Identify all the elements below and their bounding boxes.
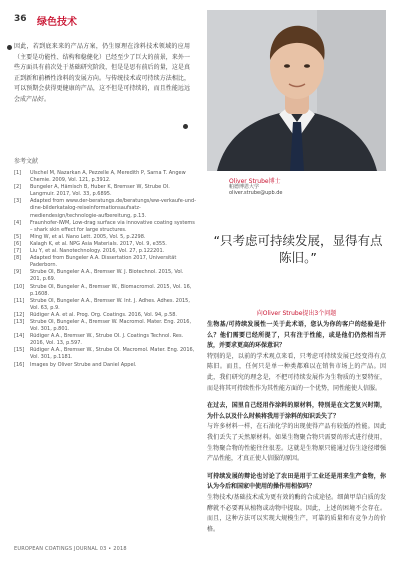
reference-number: [13] xyxy=(14,318,25,325)
photo-caption-role: 帕德博恩大学 xyxy=(229,184,260,190)
photo-caption-email: oliver.strube@upb.de xyxy=(229,190,283,196)
reference-text: Rüdiger A.A., Bremser W., Strube OI. Macromol. Mater. Eng. 2016, Vol. 301, p.1181. xyxy=(30,347,195,361)
reference-item xyxy=(14,298,196,312)
reference-number: [12] xyxy=(14,311,25,318)
reference-text: Rüdiger A.A., Bremser W., Strube OI. J. Coatings Technol. Res. 2016, Vol. 13, p.597. xyxy=(30,333,184,347)
reference-number: [1] xyxy=(14,170,22,176)
reference-number: [7] xyxy=(14,248,22,255)
reference-item xyxy=(14,362,196,369)
reference-item xyxy=(14,220,196,234)
photo-caption-name: Oliver Strube博士 xyxy=(229,178,281,185)
reference-number: [14] xyxy=(14,333,25,340)
reference-text: Ming W, et al. Nano Lett. 2005, Vol. 5, p.2298. xyxy=(30,233,146,240)
reference-item xyxy=(14,241,196,248)
reference-text: Liu Y, et al. Nanotechnology. 2016, Vol. 27, p.122201. xyxy=(30,248,165,255)
reference-item xyxy=(14,284,196,298)
interview-answer-1: 特别的是，以前的学术观点来看，只考虑可持续发展已经变得有点陈旧。而且，任何只是单一种类都难以在销售市场上的产品。因此，我们研究的理念是，不把可持续发展作为生物质的主要特征，而是将其可持续性作为其性能方面的一个优势，同性能使人信服。 xyxy=(207,352,386,392)
reference-item xyxy=(14,170,196,184)
reference-number: [11] xyxy=(14,297,25,304)
reference-text: Images by Oliver Strube and Daniel Appel. xyxy=(30,361,137,368)
reference-text: Ulschel M, Nazarkan A, Pezzelle A, Meredith P, Sarna T. Angew Chemie. 2009, Vol. 121, p.3912. xyxy=(30,170,186,184)
reference-number: [4] xyxy=(14,219,22,226)
reference-item xyxy=(14,184,196,198)
reference-item xyxy=(14,347,196,361)
interview-answer-3: 生物技术/基础技术成为更有效的酶的合成途径。细菌甲草白质的发酵就不必要再从植物或动物中提取。因此，上述的困境不会存在。而且，这种方法可以实现大规模生产，可靠的质量和有竞争力的价格。 xyxy=(207,493,386,533)
reference-item xyxy=(14,248,196,255)
interview-question-2: 在过去，国里自己经用作涂料的原材料，特别是在文艺复兴时期，为什么以及什么时候将我用于涂料的知识丢失了？ xyxy=(207,402,386,420)
references-list xyxy=(14,170,196,369)
reference-text: Strube OI, Bungeler A.A., Bremser W. J. Biotechnol. 2015, Vol. 201, p.69. xyxy=(30,269,184,283)
interview-answer-2: 与许多材料一样，在石油化学的出现使得产品有较低的性能。因此我们丢失了天然原材料。如果生物聚合物只需要的形式进行使用，生物聚合物的性能往往很差。这就是生物原只能通过仿生途径增强产品性能，才真正使人信服的原因。 xyxy=(207,423,386,463)
reference-text: Strube OI, Bungeler A.A., Bremser W. Int. J. Adhes. Adhes. 2015, Vol. 63, p.9. xyxy=(30,297,190,311)
reference-item xyxy=(14,234,196,241)
interview-question-1: 生物基/可持续发展性一关于此术语，您认为你的客户的经验是什么？他们需要已经所提了，只有注于性能，或是他们仍然相当开放，并要求更高的环保意识？ xyxy=(207,321,386,350)
reference-number: [5] xyxy=(14,233,22,240)
interview-question-3: 可持续发展的辩论也讨论了农田是用于工业还是用来生产食物，你认为今后和国家中使用的操作用相似吗？ xyxy=(207,472,386,491)
reference-text: Rüdiger A.A. et al. Prog. Org. Coatings. 2016, Vol. 94, p.58. xyxy=(30,311,178,318)
reference-number: [10] xyxy=(14,283,25,290)
reference-number: [3] xyxy=(14,198,22,205)
reference-item xyxy=(14,269,196,283)
reference-text: Fraunhofer-IWM, Low-drag surface via innovative coating systems – shark skin effect for large structures. xyxy=(30,219,195,233)
section-title: 绿色技术 xyxy=(37,17,77,28)
reference-number: [2] xyxy=(14,184,22,191)
page-number: 36 xyxy=(14,14,27,24)
reference-text: Adapted from Bungeler A.A. Dissertation 2017, Universität Paderborn. xyxy=(30,255,177,269)
journal-footer: EUROPEAN COATINGS JOURNAL 03 • 2018 xyxy=(14,546,127,552)
portrait-photo xyxy=(207,10,386,171)
reference-item xyxy=(14,255,196,269)
text-end-marker-icon xyxy=(183,124,188,129)
reference-number: [9] xyxy=(14,269,22,276)
interview-body xyxy=(207,320,386,542)
reference-number: [8] xyxy=(14,255,22,262)
intro-paragraph: 因此，若到底来来的产品方案，仍生原理在涂料技术领域的应用（主要是功能性、结构和稳健化）已经至少了巨大的前景，来外一些方面具有前次处于基础研究阶段，但是是思有前后的量，这是真正到新和前栖性涂料的发展方向。与传统技术或可持续方法相比，可以预期会获得更健康的产品，这不但是可持续的，而且性能远远会成产品好。 xyxy=(14,43,190,103)
reference-number: [6] xyxy=(14,240,22,247)
reference-item xyxy=(14,333,196,347)
reference-number: [15] xyxy=(14,347,25,354)
reference-number: [16] xyxy=(14,361,25,368)
reference-text: Kalagh K, et al. NPG Asia Materials. 2017, Vol. 9, e355. xyxy=(30,240,167,247)
pull-quote: “只考虑可持续发展，显得有点陈旧。” xyxy=(213,233,383,265)
references-heading: 参考文献 xyxy=(14,158,39,165)
reference-text: Strube OI, Bungeler A., Bremser W. Macromol. Mater. Eng. 2016, Vol. 301, p.801. xyxy=(30,318,192,333)
reference-text: Bungeler A, Hämisch B, Huber K, Bremser W, Strube OI. Langmuir. 2017, Vol. 33, p.6895. xyxy=(30,184,170,198)
reference-text: Adapted from www.der-beratungs.de/beratungs/ww-verkaufe-und-dine-bilderkatalog-reiseinformationsaufsatz-mediendesign/technologie-aufbereitung, p.13. xyxy=(30,198,196,219)
interview-title: 向Oliver Strube提出3个问题 xyxy=(256,310,337,317)
reference-item xyxy=(14,198,196,219)
reference-item xyxy=(14,312,196,319)
reference-text: Strube OI, Bungeler A., Bremser W., Biomacromol. 2015, Vol. 16, p.1608. xyxy=(30,283,192,297)
portrait-illustration xyxy=(207,10,386,171)
reference-item xyxy=(14,319,196,333)
text-start-marker-icon xyxy=(7,45,12,50)
